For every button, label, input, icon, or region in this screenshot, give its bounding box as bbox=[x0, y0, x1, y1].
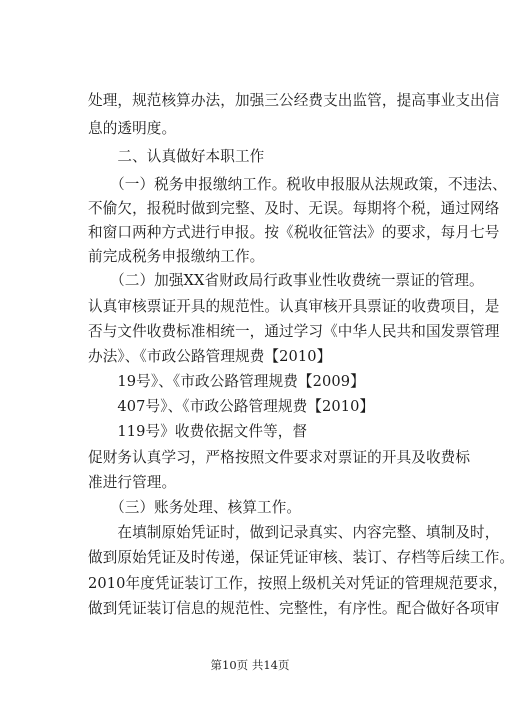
section-heading: （三）账务处理、核算工作。 bbox=[88, 499, 302, 516]
paragraph-line: 2010年度凭证装订工作，按照上级机关对凭证的管理规范要求， bbox=[88, 575, 508, 592]
paragraph-line: （一）税务申报缴纳工作。税收申报服从法规政策，不违法、 bbox=[88, 176, 507, 193]
paragraph-line: （二）加强XX省财政局行政事业性收费统一票证的管理。 bbox=[88, 272, 484, 289]
paragraph-line: 息的透明度。 bbox=[88, 120, 177, 137]
paragraph-line: 不偷欠，报税时做到完整、及时、无误。每期将个税，通过网络 bbox=[88, 200, 500, 217]
paragraph-line: 认真审核票证开具的规范性。认真审核开具票证的收费项目，是 bbox=[88, 298, 500, 315]
paragraph-line: 处理，规范核算办法，加强三公经费支出监管，提高事业支出信 bbox=[88, 92, 500, 109]
paragraph-line: 做到原始凭证及时传递，保证凭证审核、装订、存档等后续工作。 bbox=[88, 549, 514, 566]
paragraph-line: 在填制原始凭证时，做到记录真实、内容完整、填制及时， bbox=[88, 524, 500, 541]
paragraph-line: 407号》、《市政公路管理规费【2010】 bbox=[88, 398, 375, 415]
paragraph-line: 前完成税务申报缴纳工作。 bbox=[88, 248, 265, 265]
paragraph-line: 否与文件收费标准相统一，通过学习《中华人民共和国发票管理 bbox=[88, 323, 500, 340]
paragraph-line: 促财务认真学习，严格按照文件要求对票证的开具及收费标 bbox=[88, 449, 471, 466]
paragraph-line: 办法》、《市政公路管理规费【2010】 bbox=[88, 348, 332, 365]
section-heading: 二、认真做好本职工作 bbox=[88, 148, 265, 165]
paragraph-line: 做到凭证装订信息的规范性、完整性，有序性。配合做好各项审 bbox=[88, 600, 500, 617]
paragraph-line: 和窗口两种方式进行申报。按《税收征管法》的要求，每月七号 bbox=[88, 224, 500, 241]
paragraph-line: 准进行管理。 bbox=[88, 474, 177, 491]
paragraph-line: 119号》收费依据文件等，督 bbox=[88, 423, 308, 440]
paragraph-line: 19号》、《市政公路管理规费【2009】 bbox=[88, 373, 365, 390]
page-number-footer: 第10页 共14页 bbox=[210, 658, 290, 672]
